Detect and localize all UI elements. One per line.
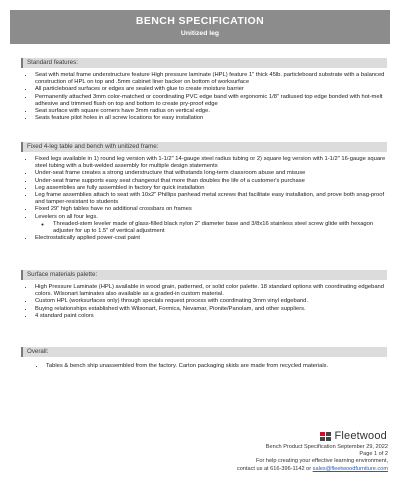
- section-title: Surface materials palette:: [21, 270, 387, 280]
- list-item: • Seats feature pilot holes in all screw locations for easy installation: [34, 115, 387, 122]
- list-item: • 4 standard paint colors: [34, 313, 387, 320]
- sub-list: [35, 221, 387, 235]
- list-item: • Under-seat frame supports easy seat changeout that more than doubles the life of a customer's purchase: [34, 178, 387, 185]
- list-item-text: Levelers on all four legs.: [35, 213, 98, 220]
- fleetwood-logo: [320, 430, 387, 442]
- footer-help-text: For help creating your effective learning environment,: [255, 458, 388, 465]
- logo-text: Fleetwood: [334, 430, 387, 442]
- page-footer: [128, 444, 388, 473]
- list-item: • Fixed legs available in 1) round leg version with 1-1/2" 14-gauge steel radius tubing or 2) square leg version with 1-1/2" 16-gauge square steel tubing with a butt-welded assembly for multiple design statements: [34, 156, 387, 170]
- list-item: • Seat with metal frame understructure feature High pressure laminate (HPL) feature 1" thick 45lb. particleboard substrate with a balanced construction of HPL on top and .5mm cabinet liner backer on bottom of worksurface: [34, 72, 387, 86]
- section-title: Standard features:: [21, 58, 387, 68]
- list-item: [34, 214, 387, 236]
- feature-list: [21, 156, 387, 242]
- list-item: • Fixed 29" high tables have no additional crossbars on frames: [34, 206, 387, 213]
- footer-page-number: Page 1 of 2: [359, 451, 388, 458]
- list-item: • Permanently attached 3mm color-matched or coordinating PVC edge band with ergonomic 1/8" radiused top edge bonded with hot-melt adhesive and trimmed flush on top and bottom to create pry-proof edge: [34, 94, 387, 108]
- contact-email-link[interactable]: sales@fleetwoodfurniture.com: [312, 465, 388, 472]
- spec-header: [10, 10, 390, 44]
- footer-contact-line: [128, 466, 388, 473]
- section-standard-features: [21, 58, 387, 122]
- feature-list: [21, 284, 387, 320]
- list-item: • Electrostatically applied power-coat paint: [34, 235, 387, 242]
- fleetwood-logo-icon: [320, 432, 331, 441]
- page-subtitle: Unitized leg: [180, 30, 220, 37]
- footer-contact-text: contact us at 616-396-1142 or: [236, 465, 313, 472]
- section-fixed-leg: [21, 142, 387, 242]
- list-item: • All particleboard surfaces or edges are sealed with glue to create moisture barrier: [34, 86, 387, 93]
- list-item: • High Pressure Laminate (HPL) available in wood grain, patterned, or solid color palette. 18 standard options with coordinating edgeband colors. Wilsonart laminates also available as a graded-in custom material.: [34, 284, 387, 298]
- list-item: • Seat surface with square corners have 3mm radius on vertical edge.: [34, 108, 387, 115]
- section-title: Overall:: [21, 347, 387, 357]
- section-overall: [21, 347, 387, 370]
- list-item: • Tables & bench ship unassembled from the factory. Carton packaging skids are made from recycled materials.: [45, 363, 387, 370]
- list-item: • Under-seat frame creates a strong understructure that withstands long-term classroom abuse and misuse: [34, 170, 387, 177]
- list-item: • Buying relationships established with Wilsonart, Formica, Nevamar, Pionite/Panolam, and other suppliers.: [34, 306, 387, 313]
- sub-list-item: ◦ Threaded-stem leveler made of glass-filled black nylon 2" diameter base and 3/8x16 stainless steel screw glide with hexagon adjuster for up to 1.5" of vertical adjustment: [51, 221, 387, 235]
- page-title: BENCH SPECIFICATION: [135, 15, 265, 27]
- feature-list: [21, 72, 387, 122]
- list-item: • Leg assemblies are fully assembled in factory for quick installation: [34, 185, 387, 192]
- feature-list: [21, 363, 387, 370]
- list-item: • Leg frame assemblies attach to seat with 10x2" Phillips panhead metal screws that facilitate easy installation, and prove both snag-proof and tamper-resistant to students: [34, 192, 387, 206]
- section-surface-materials: [21, 270, 387, 320]
- section-title: Fixed 4-leg table and bench with unitized frame:: [21, 142, 387, 152]
- footer-doc-line: Bench Product Specification September 29, 2022: [265, 444, 388, 450]
- list-item: • Custom HPL (worksurfaces only) through specials request process with coordinating 3mm vinyl edgeband.: [34, 298, 387, 305]
